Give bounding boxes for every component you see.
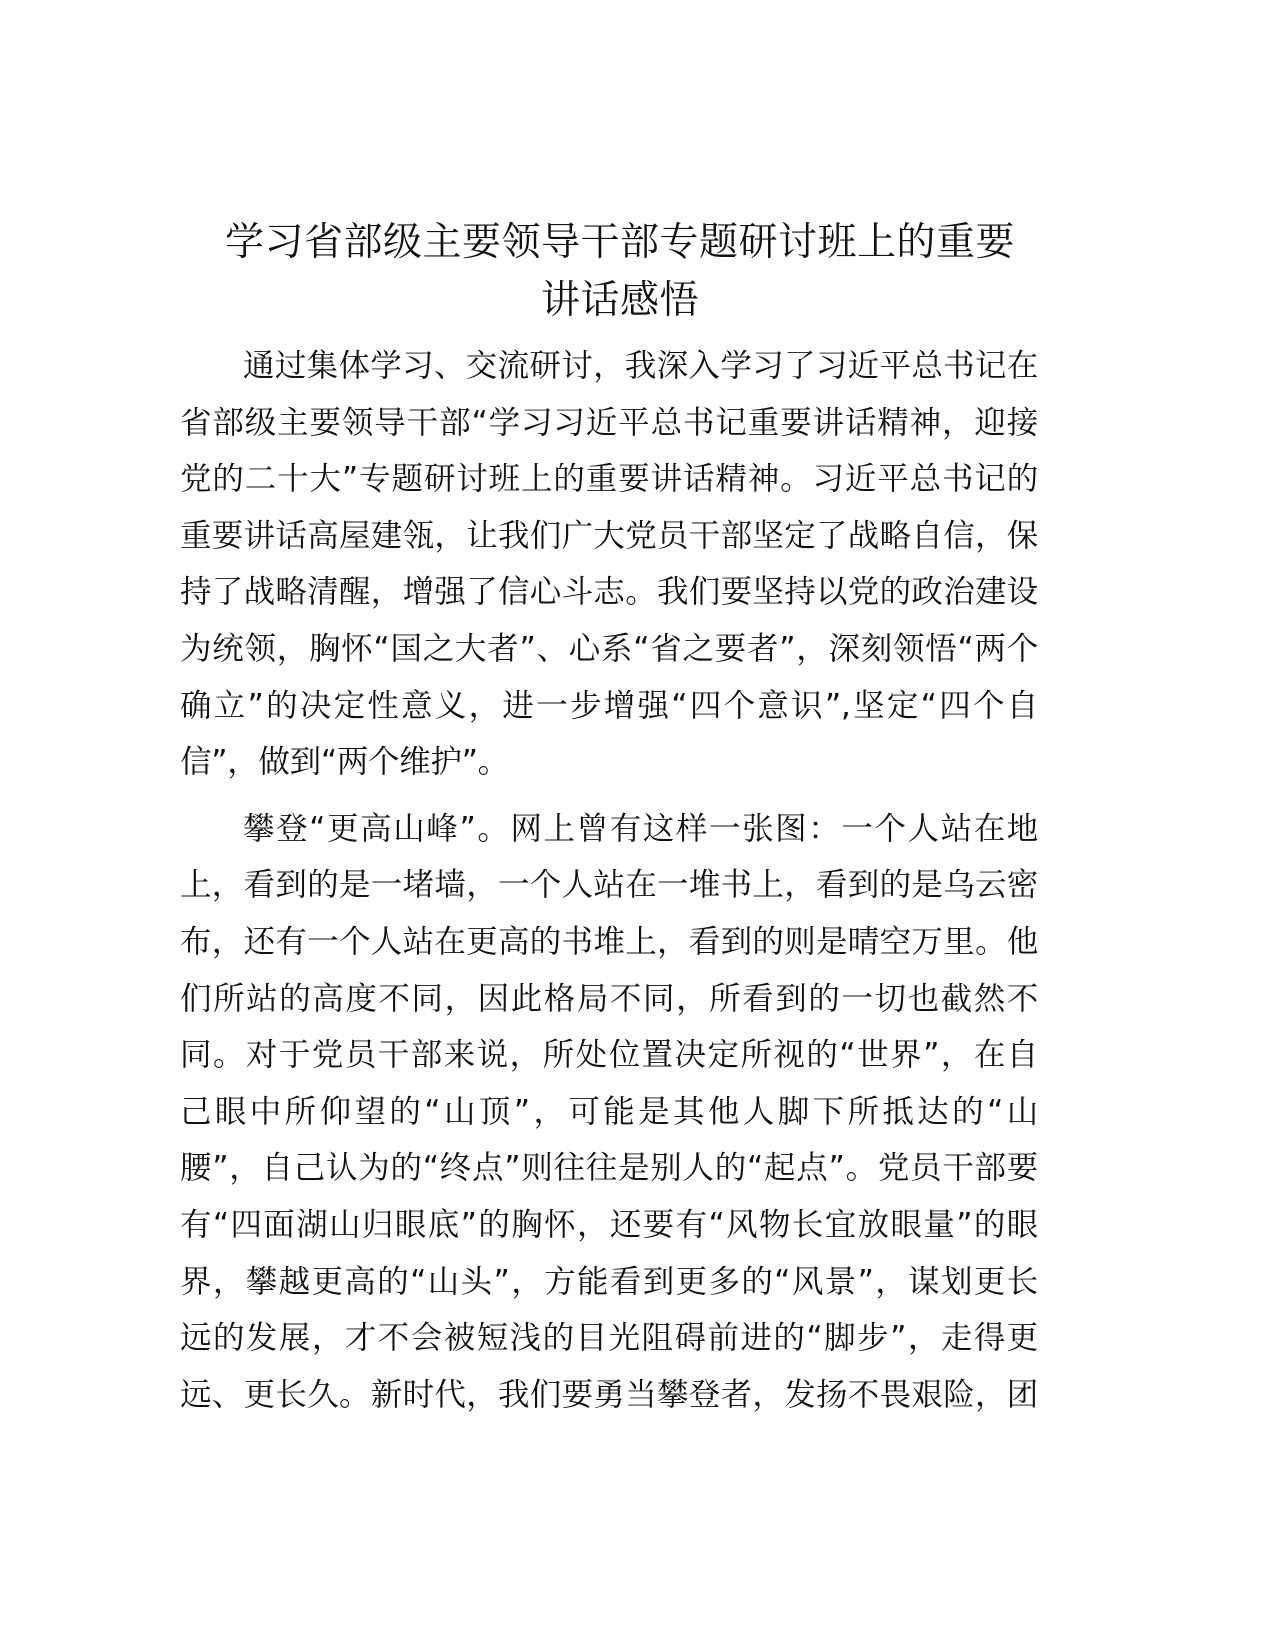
text-line: 们所站的高度不同，因此格局不同，所看到的一切也截然不 [180,980,1038,1017]
text-line: 腰”，自己认为的“终点”则往往是别人的“起点”。党员干部要 [180,1150,1038,1187]
text-line: 信”，做到“两个维护”。 [180,744,509,781]
text-line: 远的发展，才不会被短浅的目光阻碍前进的“脚步”，走得更 [180,1320,1038,1357]
title-line: 学习省部级主要领导干部专题研讨班上的重要 [224,220,1015,265]
paragraph-1 [180,338,1038,791]
paragraph-gap [180,791,1038,801]
document-body [180,338,1038,1423]
text-line: 上，看到的是一堵墙，一个人站在一堆书上，看到的是乌云密 [180,867,1038,904]
document-title [180,214,1060,330]
text-line: 远、更长久。新时代，我们要勇当攀登者，发扬不畏艰险，团 [180,1376,1038,1413]
title-line: 讲话感悟 [540,278,699,323]
text-line: 有“四面湖山归眼底”的胸怀，还要有“风物长宜放眼量”的眼 [180,1206,1038,1243]
text-line: 重要讲话高屋建瓴，让我们广大党员干部坚定了战略自信，保 [180,517,1038,554]
paragraph-2 [180,801,1038,1424]
text-line: 布，还有一个人站在更高的书堆上，看到的则是晴空万里。他 [180,923,1038,960]
text-line: 界，攀越更高的“山头”，方能看到更多的“风景”，谋划更长 [180,1263,1038,1300]
text-line: 同。对于党员干部来说，所处位置决定所视的“世界”，在自 [180,1037,1038,1074]
text-line: 通过集体学习、交流研讨，我深入学习了习近平总书记在 [243,348,1038,384]
text-line: 省部级主要领导干部“学习习近平总书记重要讲话精神，迎接 [180,404,1038,441]
text-line: 确立”的决定性意义，进一步增强“四个意识”,坚定“四个自 [180,687,1038,724]
text-line: 党的二十大”专题研讨班上的重要讲话精神。习近平总书记的 [180,461,1038,498]
text-line: 攀登“更高山峰”。网上曾有这样一张图：一个人站在地 [243,810,1038,847]
text-line: 持了战略清醒，增强了信心斗志。我们要坚持以党的政治建设 [180,574,1038,611]
text-line: 为统领，胸怀“国之大者”、心系“省之要者”，深刻领悟“两个 [180,630,1038,667]
text-line: 己眼中所仰望的“山顶”，可能是其他人脚下所抵达的“山 [180,1093,1038,1130]
